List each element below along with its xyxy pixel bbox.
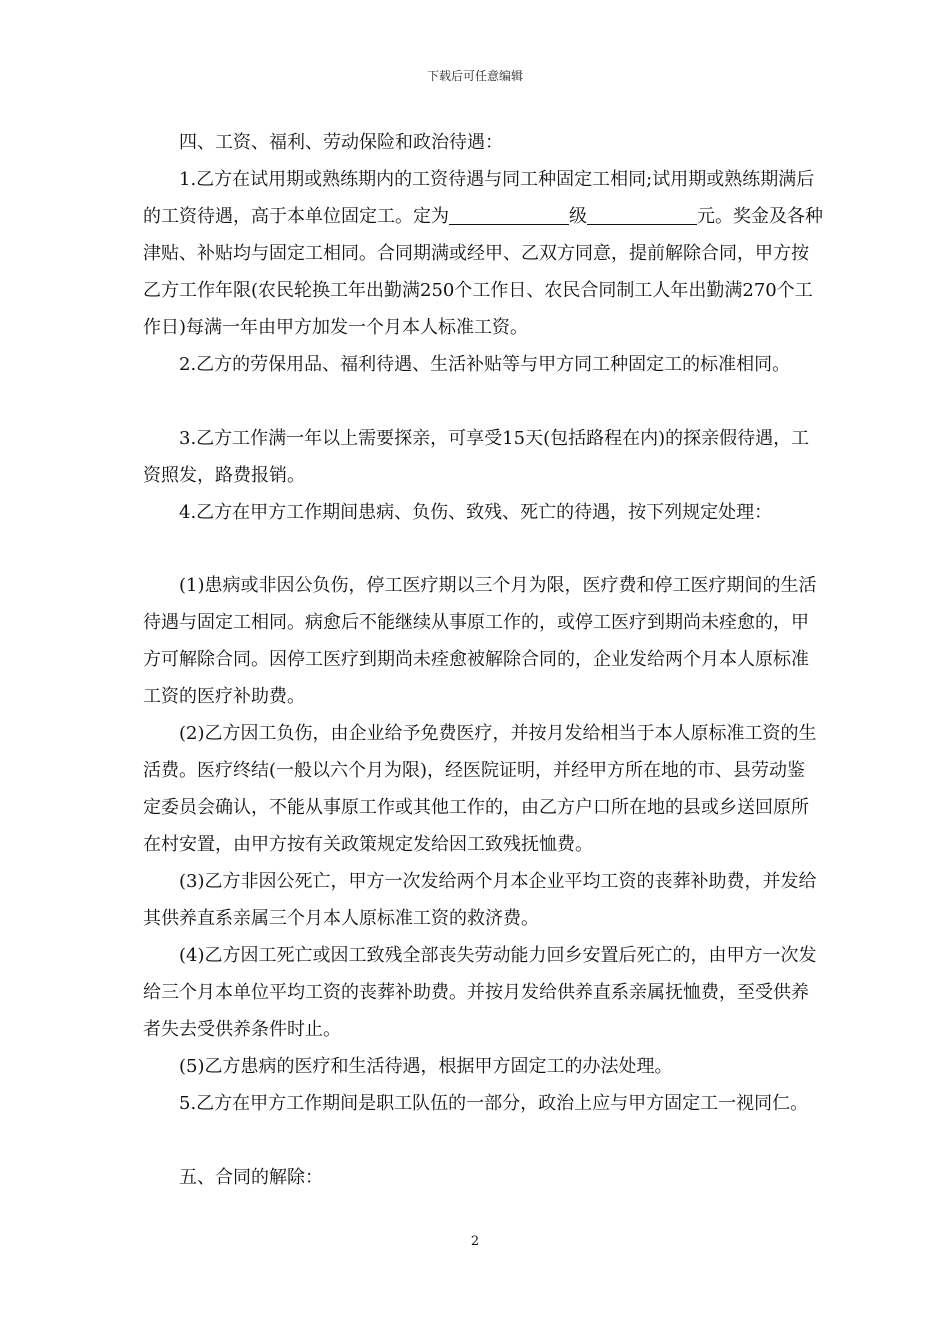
grade-blank [449, 206, 569, 225]
section-5-title: 五、合同的解除： [179, 1167, 323, 1188]
page-header: 下载后可任意编辑 [426, 69, 523, 83]
paragraph-4-item-1: (1)患病或非因公负伤，停工医疗期以三个月为限，医疗费和停工医疗期间的生活待遇与固定工相同。病愈后不能继续从事原工作的，或停工医疗到期尚未痊愈的，甲方可解除合同。因停工医疗到期尚未痊愈被解除合同的，企业发给两个月本人原标准工资的医疗补助费。 [143, 575, 817, 707]
paragraph-1 [143, 161, 823, 346]
paragraph-2: 2.乙方的劳保用品、福利待遇、生活补贴等与甲方同工种固定工的标准相同。 [179, 354, 791, 375]
paragraph-1-text-a: 1.乙方在试用期或熟练期内的工资待遇与同工种固定工相同;试用期或熟练期满后的工资待遇，高于本单位固定工。定为 [143, 169, 815, 227]
paragraph-1-text-c: 元。奖金及各种津贴、补贴均与固定工相同。合同期满或经甲、乙双方同意，提前解除合同，甲方按乙方工作年限(农民轮换工年出勤满250个工作日、农民合同制工人年出勤满270个工作日)每满一年由甲方加发一个月本人标准工资。 [143, 206, 823, 338]
amount-blank [587, 206, 697, 225]
paragraph-1-text-b: 级 [569, 206, 587, 227]
paragraph-4-item-2: (2)乙方因工负伤，由企业给予免费医疗，并按月发给相当于本人原标准工资的生活费。医疗终结(一般以六个月为限)，经医院证明，并经甲方所在地的市、县劳动鉴定委员会确认，不能从事原工作或其他工作的，由乙方户口所在地的县或乡送回原所在村安置，由甲方按有关政策规定发给因工致残抚恤费。 [143, 723, 817, 855]
page-number: 2 [470, 1234, 480, 1249]
paragraph-3: 3.乙方工作满一年以上需要探亲，可享受15天(包括路程在内)的探亲假待遇，工资照发，路费报销。 [143, 428, 810, 486]
paragraph-5: 5.乙方在甲方工作期间是职工队伍的一部分，政治上应与甲方固定工一视同仁。 [179, 1093, 809, 1114]
paragraph-4-item-3: (3)乙方非因公死亡，甲方一次发给两个月本企业平均工资的丧葬补助费，并发给其供养直系亲属三个月本人原标准工资的救济费。 [143, 871, 817, 929]
section-4-title: 四、工资、福利、劳动保险和政治待遇： [179, 132, 503, 153]
paragraph-4-item-4: (4)乙方因工死亡或因工致残全部丧失劳动能力回乡安置后死亡的，由甲方一次发给三个月本单位平均工资的丧葬补助费。并按月发给供养直系亲属抚恤费，至受供养者失去受供养条件时止。 [143, 945, 817, 1040]
paragraph-4-item-5: (5)乙方患病的医疗和生活待遇，根据甲方固定工的办法处理。 [179, 1056, 673, 1077]
paragraph-4: 4.乙方在甲方工作期间患病、负伤、致残、死亡的待遇，按下列规定处理： [179, 502, 773, 523]
